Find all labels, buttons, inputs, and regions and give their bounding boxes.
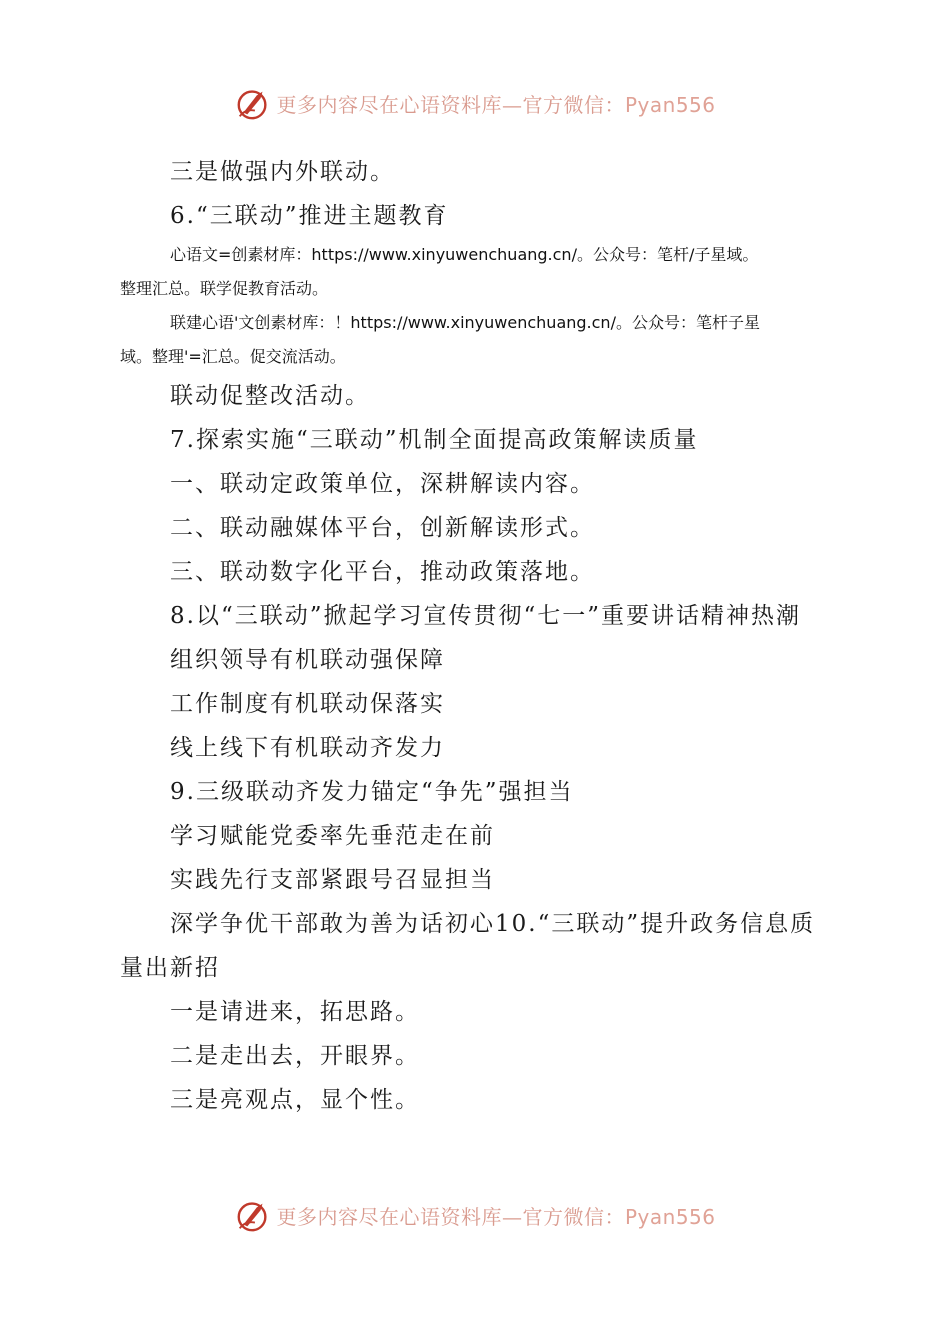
- section-heading: 9.三级联动齐发力锚定“争先”强担当: [170, 779, 574, 805]
- paragraph: 三是做强内外联动。: [170, 159, 395, 185]
- paragraph: 学习赋能党委率先垂范走在前: [170, 823, 495, 849]
- section-heading: 8.以“三联动”掀起学习宣传贯彻“七一”重要讲话精神热潮: [170, 603, 801, 629]
- paragraph: 联动促整改活动。: [170, 383, 370, 409]
- pen-nib-logo-icon: [234, 84, 272, 122]
- paragraph: 一、联动定政策单位，深耕解读内容。: [170, 471, 595, 497]
- paragraph: 深学争优干部敢为善为话初心10.“三联动”提升政务信息质量出新招: [120, 911, 816, 981]
- paragraph: 工作制度有机联动保落实: [170, 691, 445, 717]
- watermark-note: 联建心语'文创素材库：！https://www.xinyuwenchuang.cn/。公众号：笔杆子星 域。整理'=汇总。促交流活动。: [120, 313, 760, 366]
- banner-text: 更多内容尽在心语资料库—官方微信：Pyan556: [276, 92, 716, 117]
- paragraph: 组织领导有机联动强保障: [170, 647, 445, 673]
- paragraph: 一是请进来，拓思路。: [170, 999, 420, 1025]
- paragraph: 二、联动融媒体平台，创新解读形式。: [170, 515, 595, 541]
- section-heading: 6.“三联动”推进主题教育: [170, 203, 449, 229]
- section-heading: 7.探索实施“三联动”机制全面提高政策解读质量: [170, 427, 699, 453]
- paragraph: 实践先行支部紧跟号召显担当: [170, 867, 495, 893]
- footer-banner: [0, 1190, 950, 1240]
- paragraph: 三是亮观点，显个性。: [170, 1087, 420, 1113]
- paragraph: 三、联动数字化平台，推动政策落地。: [170, 559, 595, 585]
- paragraph: 二是走出去，开眼界。: [170, 1043, 420, 1069]
- document-body: [120, 150, 820, 1122]
- banner-text: 更多内容尽在心语资料库—官方微信：Pyan556: [276, 1204, 716, 1229]
- header-banner: [0, 78, 950, 128]
- paragraph: 线上线下有机联动齐发力: [170, 735, 445, 761]
- watermark-note: 心语文=创素材库：https://www.xinyuwenchuang.cn/。公众号：笔杆/子星域。 整理汇总。联学促教育活动。: [120, 245, 759, 298]
- pen-nib-logo-icon: [234, 1196, 272, 1234]
